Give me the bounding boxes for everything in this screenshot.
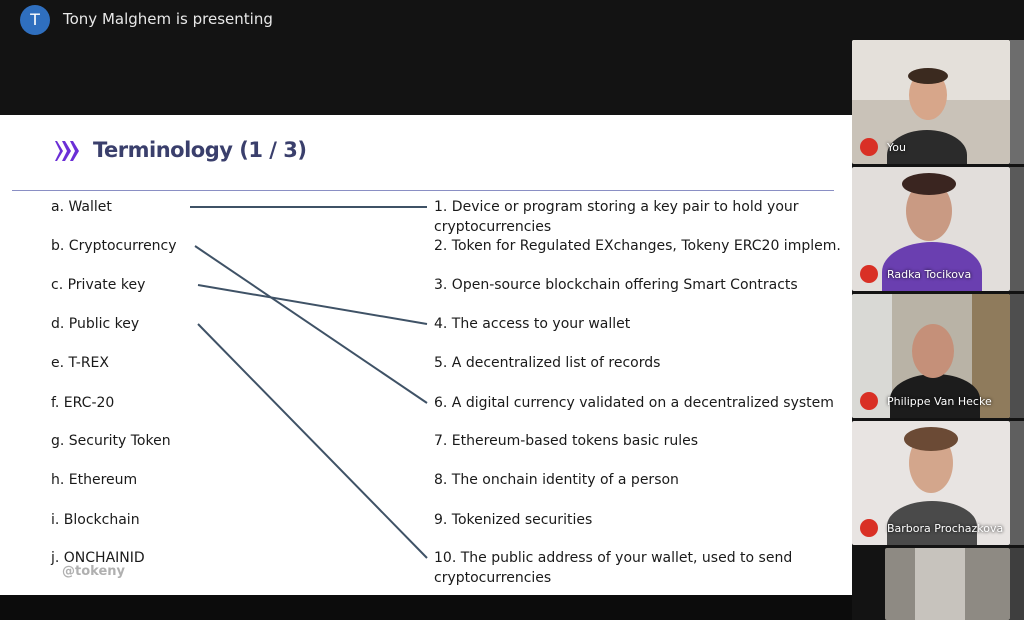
definition-1: 1. Device or program storing a key pair to hold your cryptocurrencies <box>434 199 799 235</box>
term-security-token: g. Security Token <box>51 433 171 449</box>
participant-name: Radka Tocikova <box>887 268 972 281</box>
muted-mic-icon <box>860 392 878 410</box>
definition-6: 6. A digital currency validated on a decentralized system <box>434 395 834 411</box>
match-line <box>198 285 427 324</box>
participant-tile-you[interactable] <box>852 40 1010 164</box>
offscreen-tile-edge <box>1010 421 1024 545</box>
participant-name: Philippe Van Hecke <box>887 395 992 408</box>
definition-8: 8. The onchain identity of a person <box>434 472 679 488</box>
term-blockchain: i. Blockchain <box>51 512 140 528</box>
offscreen-tile-edge <box>1010 167 1024 291</box>
presenter-avatar: T <box>20 5 50 35</box>
slide-title: Terminology (1 / 3) <box>93 138 307 162</box>
muted-mic-icon <box>860 138 878 156</box>
participant-tile-radka[interactable] <box>852 167 1010 291</box>
participant-tile-partial[interactable] <box>885 548 1010 620</box>
definition-2: 2. Token for Regulated EXchanges, Tokeny ERC20 implem. <box>434 238 841 254</box>
muted-mic-icon <box>860 519 878 537</box>
participant-tile-barbora[interactable] <box>852 421 1010 545</box>
term-cryptocurrency: b. Cryptocurrency <box>51 238 177 254</box>
term-ethereum: h. Ethereum <box>51 472 138 488</box>
definition-5: 5. A decentralized list of records <box>434 355 661 371</box>
offscreen-tile-edge <box>1010 40 1024 164</box>
tokeny-watermark: @tokeny <box>62 564 125 579</box>
term-private-key: c. Private key <box>51 277 146 293</box>
match-line <box>195 246 427 403</box>
term-public-key: d. Public key <box>51 316 140 332</box>
term-wallet: a. Wallet <box>51 199 112 215</box>
muted-mic-icon <box>860 265 878 283</box>
bottom-strip <box>0 595 852 620</box>
participant-name: You <box>887 141 906 154</box>
term-t-rex: e. T-REX <box>51 355 109 371</box>
participant-tile-philippe[interactable] <box>852 294 1010 418</box>
definition-4: 4. The access to your wallet <box>434 316 631 332</box>
participant-name: Barbora Prochazkova <box>887 522 1004 535</box>
shared-slide <box>0 115 852 595</box>
term-erc-20: f. ERC-20 <box>51 395 115 411</box>
definition-9: 9. Tokenized securities <box>434 512 593 528</box>
presenting-bar <box>0 0 1024 40</box>
presenter-label: Tony Malghem is presenting <box>63 10 273 28</box>
definition-10: 10. The public address of your wallet, used to send cryptocurrencies <box>434 550 793 586</box>
definition-7: 7. Ethereum-based tokens basic rules <box>434 433 699 449</box>
offscreen-tile-edge <box>1010 294 1024 418</box>
term-onchainid: j. ONCHAINID <box>51 550 145 566</box>
definition-3: 3. Open-source blockchain offering Smart Contracts <box>434 277 798 293</box>
offscreen-tile-edge <box>1010 548 1024 620</box>
match-line <box>198 324 427 558</box>
